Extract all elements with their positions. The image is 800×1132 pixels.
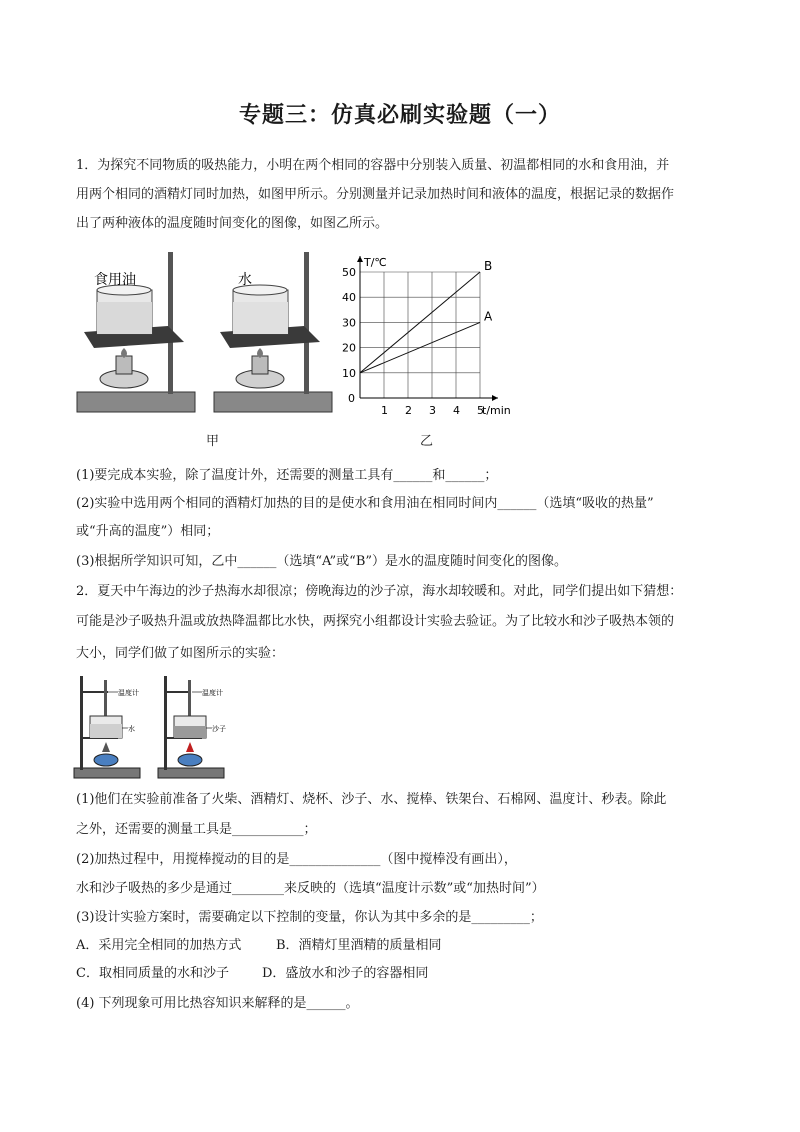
- q1-sub1: (1)要完成本实验，除了温度计外，还需要的测量工具有______和______；: [76, 468, 498, 483]
- water-setup: [214, 252, 332, 412]
- q1-sub2-line-2: 或“升高的温度”）相同；: [76, 524, 220, 539]
- q1-sub2-line-1: (2)实验中选用两个相同的酒精灯加热的目的是使水和食用油在相同时间内______（选填“吸收的热量”: [76, 496, 654, 511]
- oil-setup: [77, 252, 195, 412]
- x-tick-label: 1: [381, 404, 388, 417]
- sand-heating-setup: [158, 676, 226, 778]
- q2-stem-line-1: 2．夏天中午海边的沙子热海水却很凉；傍晚海边的沙子凉，海水却较暖和。对此，同学们提出如下猜想：: [76, 584, 683, 599]
- y-axis-arrow: [357, 256, 363, 262]
- q2-sub3: (3)设计实验方案时，需要确定以下控制的变量，你认为其中多余的是_________；: [76, 910, 543, 925]
- figure-water-sand-apparatus: [72, 672, 252, 782]
- q2-sub1-line-2: 之外，还需要的测量工具是___________；: [76, 822, 317, 837]
- y-tick-label: 30: [342, 316, 356, 330]
- x-axis-label: t/min: [482, 404, 511, 417]
- x-tick-label: 2: [405, 404, 412, 417]
- q1-stem-line-2: 用两个相同的酒精灯同时加热，如图甲所示。分别测量并记录加热时间和液体的温度，根据记录的数据作: [76, 187, 675, 202]
- x-axis-arrow: [492, 395, 498, 401]
- caption-yi: 乙: [420, 434, 434, 449]
- q1-sub3: (3)根据所学知识可知，乙中______（选填“A”或“B”）是水的温度随时间变化的图像。: [76, 554, 568, 569]
- temperature-chart: [338, 244, 548, 424]
- q2-sub1-line-1: (1)他们在实验前准备了火柴、酒精灯、烧杯、沙子、水、搅棒、铁架台、石棉网、温度计、秒表。除此: [76, 792, 667, 807]
- q1-stem-line-1: 1．为探究不同物质的吸热能力，小明在两个相同的容器中分别装入质量、初温都相同的水和食用油，并: [76, 158, 670, 173]
- q2-sub4: (4) 下列现象可用比热容知识来解释的是______。: [76, 996, 359, 1011]
- thermometer-label-2: 温度计: [202, 689, 223, 697]
- q2-stem-line-3: 大小，同学们做了如图所示的实验：: [76, 646, 285, 661]
- thermometer-label-1: 温度计: [118, 689, 139, 697]
- q2-option-d: D．盛放水和沙子的容器相同: [262, 966, 429, 981]
- water-label: 水: [238, 272, 252, 288]
- q2-stem-line-2: 可能是沙子吸热升温或放热降温都比水快，两探究小组都设计实验去验证。为了比较水和沙子吸热本领的: [76, 614, 675, 629]
- y-tick-label: 10: [342, 366, 356, 380]
- y-tick-label: 40: [342, 291, 356, 305]
- q2-option-b: B．酒精灯里酒精的质量相同: [276, 938, 442, 953]
- x-tick-label: 5: [477, 404, 484, 417]
- q2-option-c: C．取相同质量的水和沙子: [76, 966, 229, 981]
- figure-jia-apparatus: [72, 244, 342, 424]
- x-tick-label: 0: [348, 392, 355, 405]
- series-label-A: A: [484, 309, 493, 324]
- caption-jia: 甲: [206, 434, 220, 449]
- y-tick-label: 50: [342, 266, 356, 279]
- oil-label: 食用油: [94, 272, 136, 288]
- q2-sub2-line-2: 水和沙子吸热的多少是通过________来反映的（选填“温度计示数”或“加热时间”）: [76, 881, 545, 896]
- y-tick-label: 20: [342, 341, 356, 355]
- q1-stem-line-3: 出了两种液体的温度随时间变化的图像，如图乙所示。: [76, 216, 389, 231]
- sand-fig-label: 沙子: [212, 725, 226, 733]
- q2-option-a: A．采用完全相同的加热方式: [76, 938, 242, 953]
- x-tick-label: 3: [429, 404, 436, 417]
- water-heating-setup: [74, 676, 140, 778]
- q2-sub2-line-1: (2)加热过程中，用搅棒搅动的目的是______________（图中搅棒没有画出），: [76, 852, 517, 867]
- y-axis-label: T/℃: [364, 256, 387, 269]
- water-fig-label: 水: [128, 725, 135, 733]
- page-title: 专题三：仿真必刷实验题（一）: [238, 103, 561, 128]
- x-tick-label: 4: [453, 404, 460, 417]
- series-label-B: B: [484, 259, 493, 273]
